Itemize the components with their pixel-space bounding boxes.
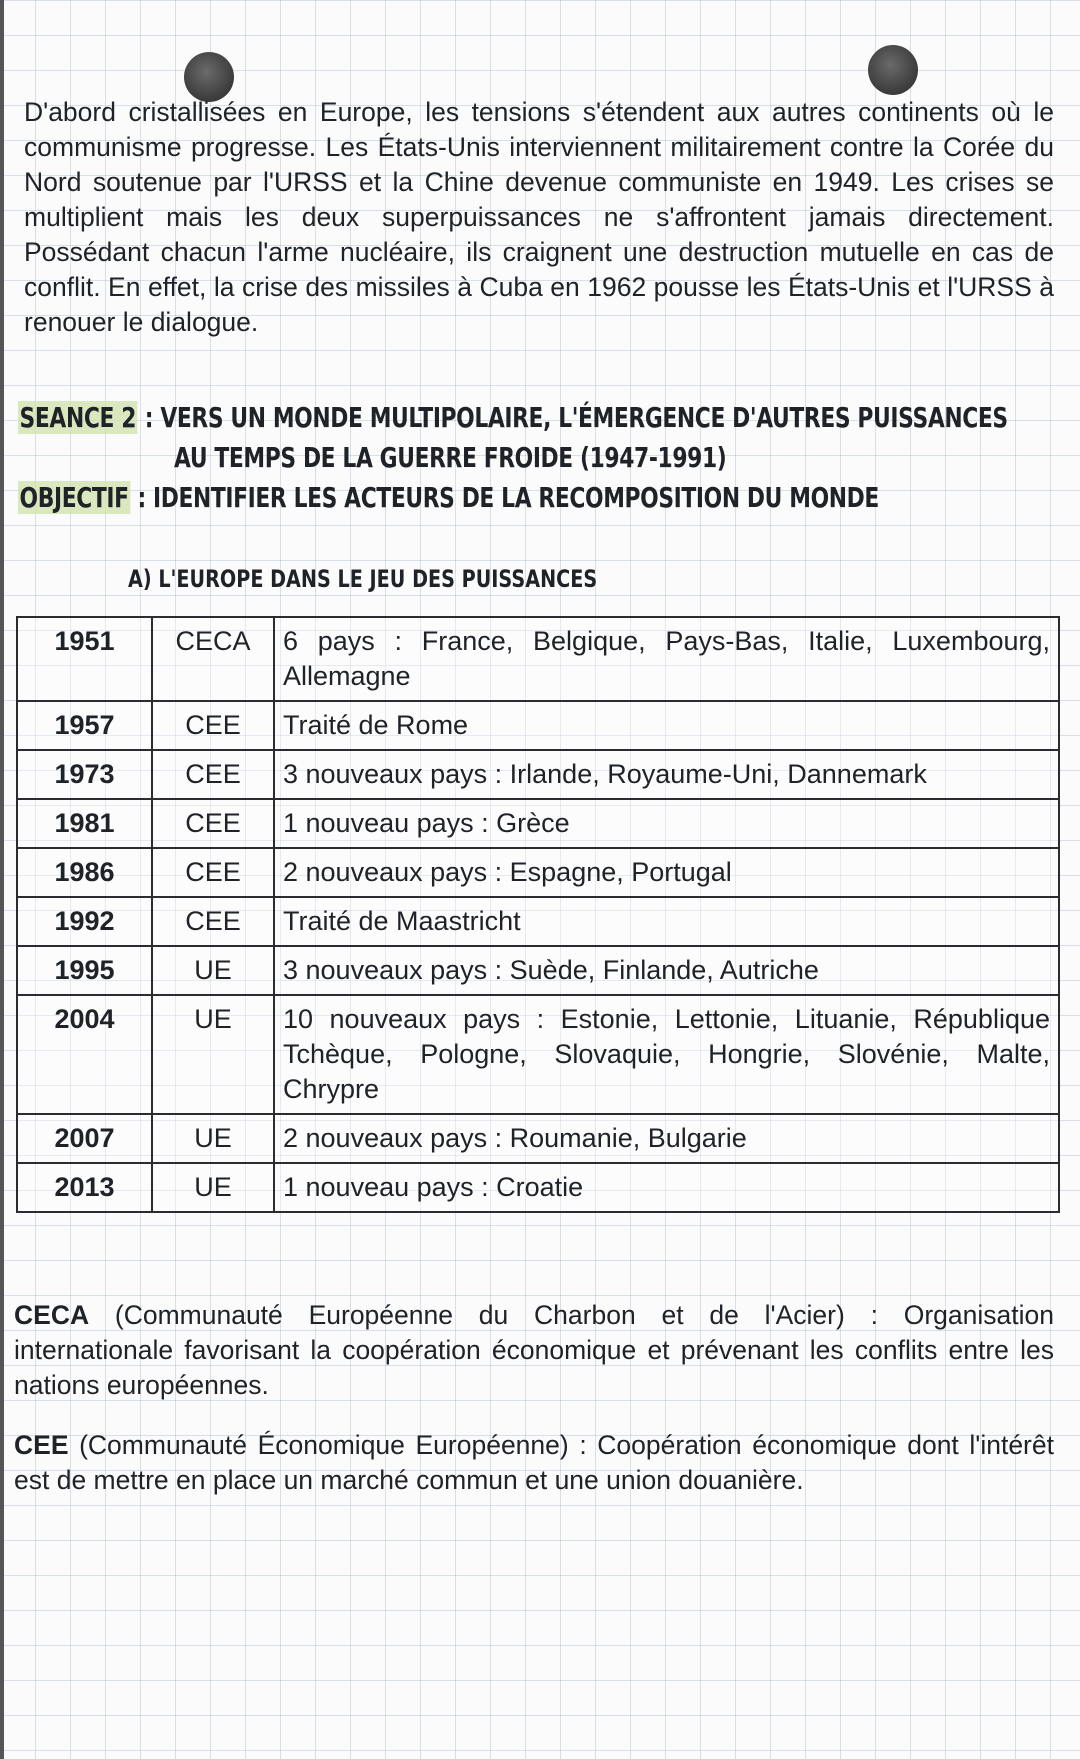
year-cell: 1986 [17,848,152,897]
organization-cell: UE [152,946,274,995]
organization-cell: UE [152,1163,274,1212]
table-row [17,799,1059,848]
year-cell: 2013 [17,1163,152,1212]
table-row [17,701,1059,750]
description-cell: 2 nouveaux pays : Espagne, Portugal [274,848,1059,897]
description-cell: 6 pays : France, Belgique, Pays-Bas, Italie, Luxembourg, Allemagne [274,617,1059,701]
intro-paragraph: D'abord cristallisées en Europe, les tensions s'étendent aux autres continents où le communisme progresse. Les États-Unis interviennent militairement contre la Corée du Nord soutenue par l'URSS et la Chine devenue communiste en 1949. Les crises se multiplient mais les deux superpuissances ne s'affrontent jamais directement. Possédant chacun l'arme nucléaire, ils craignent une destruction mutuelle en cas de conflit. En effet, la crise des missiles à Cuba en 1962 pousse les États-Unis et l'URSS à renouer le dialogue. [24,97,1054,337]
definition-text: (Communauté Économique Européenne) : Coopération économique dont l'intérêt est de mettre en place un marché commun et une union douanière. [14,1430,1054,1495]
definition-ceca [14,1298,1054,1403]
year-cell: 1992 [17,897,152,946]
year-cell: 2004 [17,995,152,1114]
organization-cell: CECA [152,617,274,701]
organization-cell: CEE [152,799,274,848]
table-row [17,1163,1059,1212]
table-row [17,946,1059,995]
objectif-label: OBJECTIF [19,481,129,514]
description-cell: 1 nouveau pays : Croatie [274,1163,1059,1212]
organization-cell: CEE [152,848,274,897]
section-heading: A) L'EUROPE DANS LE JEU DES PUISSANCES [128,565,598,593]
objectif-text: : IDENTIFIER LES ACTEURS DE LA RECOMPOSITION DU MONDE [130,481,879,514]
definition-term: CECA [14,1300,90,1330]
seance-title-line [18,398,1008,438]
year-cell: 1973 [17,750,152,799]
organization-cell: UE [152,995,274,1114]
organization-cell: UE [152,1114,274,1163]
description-cell: Traité de Rome [274,701,1059,750]
lesson-title-block [18,398,1008,518]
description-cell: Traité de Maastricht [274,897,1059,946]
year-cell: 2007 [17,1114,152,1163]
table-row [17,617,1059,701]
definition-term: CEE [14,1430,69,1460]
year-cell: 1981 [17,799,152,848]
organization-cell: CEE [152,701,274,750]
table-row [17,1114,1059,1163]
table-row [17,995,1059,1114]
organization-cell: CEE [152,897,274,946]
description-cell: 1 nouveau pays : Grèce [274,799,1059,848]
seance-title-line-2: AU TEMPS DE LA GUERRE FROIDE (1947-1991) [174,441,727,474]
year-cell: 1957 [17,701,152,750]
description-cell: 3 nouveaux pays : Irlande, Royaume-Uni, Dannemark [274,750,1059,799]
europe-timeline-table [16,616,1060,1213]
objectif-line [18,478,879,518]
punch-hole-right [868,45,918,95]
description-cell: 3 nouveaux pays : Suède, Finlande, Autriche [274,946,1059,995]
table-row [17,750,1059,799]
table-row [17,897,1059,946]
year-cell: 1951 [17,617,152,701]
seance-title: : VERS UN MONDE MULTIPOLAIRE, L'ÉMERGENCE D'AUTRES PUISSANCES [137,401,1008,434]
year-cell: 1995 [17,946,152,995]
description-cell: 2 nouveaux pays : Roumanie, Bulgarie [274,1114,1059,1163]
definition-cee [14,1428,1054,1498]
organization-cell: CEE [152,750,274,799]
table-row [17,848,1059,897]
definition-text: (Communauté Européenne du Charbon et de l'Acier) : Organisation internationale favorisant la coopération économique et prévenant les conflits entre les nations européennes. [14,1300,1054,1400]
description-cell: 10 nouveaux pays : Estonie, Lettonie, Lituanie, République Tchèque, Pologne, Slovaquie, Hongrie, Slovénie, Malte, Chrypre [274,995,1059,1114]
seance-label: SEANCE 2 [19,401,137,434]
